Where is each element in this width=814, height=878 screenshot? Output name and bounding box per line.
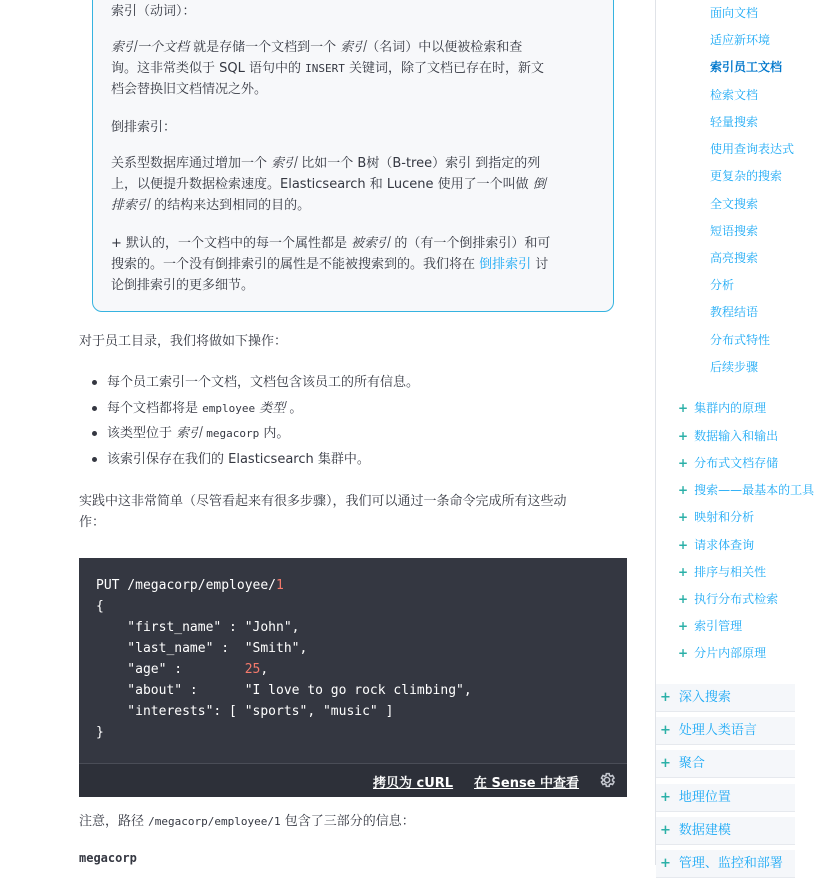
expand-icon: + [660, 790, 671, 805]
toc-chapter[interactable]: + 聚合 [656, 750, 795, 778]
expand-icon: + [660, 723, 671, 738]
path-note: 注意，路径 /megacorp/employee/1 包含了三部分的信息： [79, 814, 415, 829]
toc-item[interactable]: 面向文档 [710, 6, 759, 20]
list-item: 每个文档都将是 employee 类型 。 [92, 396, 419, 422]
expand-icon: + [678, 619, 689, 633]
expand-icon: + [678, 646, 689, 660]
expand-icon: + [678, 510, 689, 524]
toc-section[interactable]: + 集群内的原理 [678, 401, 767, 415]
toc-chapter[interactable]: + 地理位置 [656, 784, 795, 812]
expand-icon: + [660, 823, 671, 838]
toc-chapter[interactable]: + 管理、监控和部署 [656, 850, 795, 878]
toc-item[interactable]: 更复杂的搜索 [710, 169, 783, 183]
toc-chapter[interactable]: + 深入搜索 [656, 684, 795, 712]
toc-section[interactable]: + 分片内部原理 [678, 646, 767, 660]
expand-icon: + [678, 565, 689, 579]
toc-section[interactable]: + 排序与相关性 [678, 565, 767, 579]
expand-icon: + [660, 756, 671, 771]
toc-item[interactable]: 检索文档 [710, 88, 759, 102]
toc-section[interactable]: + 执行分布式检索 [678, 592, 779, 606]
inverted-index-link[interactable]: 倒排索引 [479, 257, 532, 272]
index-definition: 索引一个文档 就是存储一个文档到一个 索引（名词）中以便被检索和查 询。这非常类似于 SQL 语句中的 INSERT 关键词，除了文档已存在时，新文 档会替换旧文档情况之外。 [111, 40, 545, 97]
definition-note [92, 0, 614, 312]
expand-icon: + [678, 401, 689, 415]
default-indexed-note: + 默认的，一个文档中的每一个属性都是 被索引 的（有一个倒排索引）和可 搜索的。一个没有倒排索引的属性是不能被搜索到的。我们将在 倒排索引 讨 论倒排索引的更多细节。 [111, 236, 551, 293]
toc-section[interactable]: + 分布式文档存储 [678, 456, 779, 470]
expand-icon: + [678, 538, 689, 552]
list-item: 该类型位于 索引 megacorp 内。 [92, 421, 419, 447]
expand-icon: + [660, 690, 671, 705]
operations-list [92, 370, 419, 472]
expand-icon: + [678, 456, 689, 470]
code-toolbar [79, 763, 627, 797]
toc-section[interactable]: + 索引管理 [678, 619, 743, 633]
toc-item[interactable]: 短语搜索 [710, 224, 759, 238]
operations-intro: 对于员工目录，我们将做如下操作： [79, 334, 288, 349]
toc-item[interactable]: 轻量搜索 [710, 115, 759, 129]
toc-section[interactable]: + 请求体查询 [678, 538, 755, 552]
gear-icon[interactable] [598, 771, 616, 789]
insert-keyword: INSERT [305, 62, 345, 75]
expand-icon: + [678, 592, 689, 606]
copy-as-curl-button[interactable]: 拷贝为 cURL [373, 776, 454, 791]
toc-item[interactable]: 高亮搜索 [710, 251, 759, 265]
toc-chapter[interactable]: + 数据建模 [656, 817, 795, 845]
toc-item[interactable]: 适应新环境 [710, 33, 771, 47]
list-item: 每个员工索引一个文档，文档包含该员工的所有信息。 [92, 370, 419, 396]
toc-item[interactable]: 分析 [710, 278, 735, 292]
expand-icon: + [678, 483, 689, 497]
toc-sidebar [655, 0, 814, 871]
toc-item-active[interactable]: 索引员工文档 [710, 60, 783, 74]
code-content: PUT /megacorp/employee/1 { "first_name" : "John", "last_name" : "Smith", "age" : 25, "about" : "I love to go rock climbing", "interests": [ "sports", "music" ] } [96, 578, 472, 740]
inverted-index-heading: 倒排索引： [111, 120, 177, 135]
toc-section[interactable]: + 数据输入和输出 [678, 429, 779, 443]
index-verb-heading: 索引（动词）： [111, 4, 196, 19]
toc-chapter[interactable]: + 处理人类语言 [656, 717, 795, 745]
toc-item[interactable]: 后续步骤 [710, 360, 759, 374]
practice-paragraph: 实践中这非常简单（尽管看起来有很多步骤），我们可以通过一条命令完成所有这些动 作： [79, 494, 567, 530]
expand-icon: + [678, 429, 689, 443]
toc-section[interactable]: + 搜索——最基本的工具 [678, 483, 814, 497]
megacorp-term: megacorp [79, 851, 137, 865]
view-in-sense-button[interactable]: 在 Sense 中查看 [474, 776, 580, 791]
inverted-index-definition: 关系型数据库通过增加一个 索引 比如一个 B树（B-tree）索引 到指定的列 上，以便提升数据检索速度。Elasticsearch 和 Lucene 使用了一个叫做 倒 排索引 的结构来达到相同的目的。 [111, 156, 546, 213]
toc-section[interactable]: + 映射和分析 [678, 510, 755, 524]
code-block [79, 558, 627, 797]
toc-item[interactable]: 分布式特性 [710, 333, 771, 347]
toc-item[interactable]: 教程结语 [710, 305, 759, 319]
expand-icon: + [660, 856, 671, 871]
list-item: 该索引保存在我们的 Elasticsearch 集群中。 [92, 447, 419, 473]
toc-item[interactable]: 全文搜索 [710, 197, 759, 211]
toc-item[interactable]: 使用查询表达式 [710, 142, 795, 156]
